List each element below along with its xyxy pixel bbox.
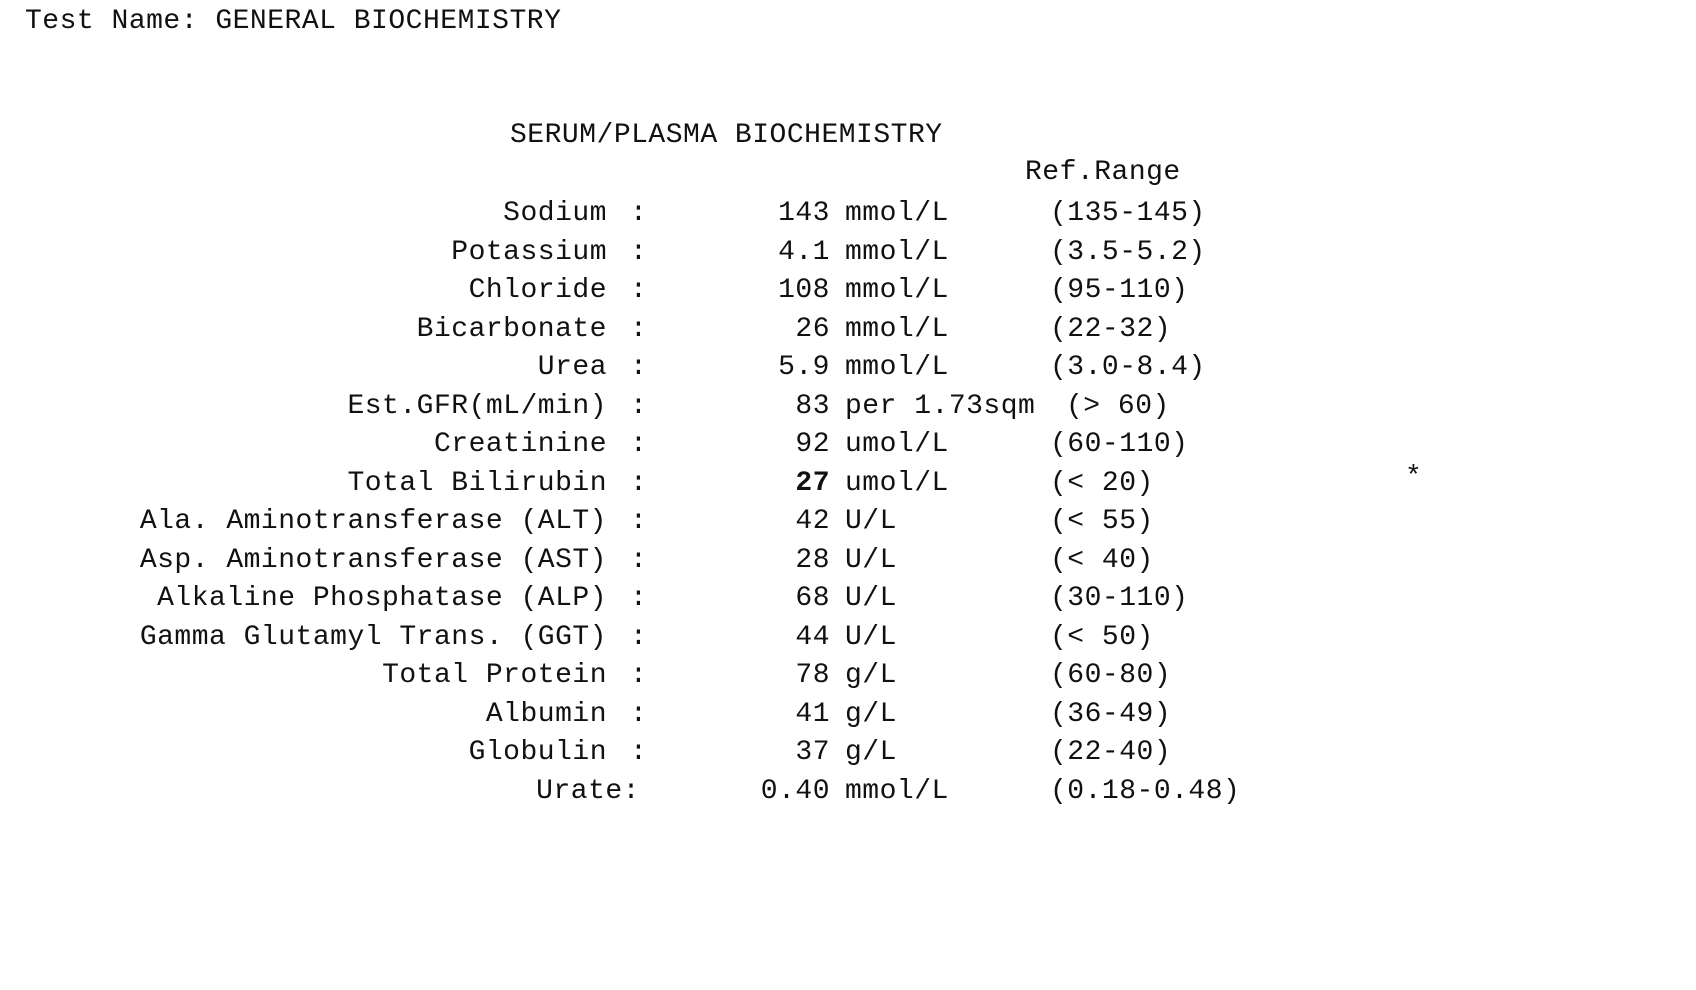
abnormal-flag: * — [1405, 461, 1423, 493]
result-row-alp — [0, 580, 1696, 619]
result-unit: mmol/L — [845, 236, 949, 268]
result-ref-range: (22-40) — [1050, 737, 1172, 768]
result-name: Chloride — [468, 275, 607, 306]
result-ref-range: (> 60) — [1066, 390, 1170, 422]
result-row-urea — [0, 349, 1696, 388]
result-colon: : — [630, 621, 648, 653]
result-ref-range: (3.5-5.2) — [1050, 236, 1206, 268]
result-name: Asp. Aminotransferase (AST) — [139, 544, 607, 576]
result-row-urate — [0, 773, 1696, 812]
result-colon: : — [630, 583, 648, 614]
result-ref-range: (135-145) — [1050, 198, 1206, 229]
result-value: 78 — [795, 660, 830, 691]
result-value: 28 — [795, 544, 830, 576]
result-ref-range: (< 20) — [1050, 467, 1154, 499]
result-name: Globulin — [468, 737, 607, 768]
result-colon: : — [630, 737, 648, 768]
result-name: Gamma Glutamyl Trans. (GGT) — [139, 621, 607, 653]
result-row-creatinine — [0, 426, 1696, 465]
result-name: Urea — [537, 352, 607, 383]
result-unit: U/L — [845, 583, 897, 614]
result-ref-range: (0.18-0.48) — [1050, 775, 1241, 807]
result-unit: U/L — [845, 621, 897, 653]
result-unit: U/L — [845, 506, 897, 537]
result-name: Sodium — [503, 198, 607, 229]
section-title: SERUM/PLASMA BIOCHEMISTRY — [510, 120, 943, 151]
result-value: 42 — [795, 506, 830, 537]
result-value: 41 — [795, 698, 830, 730]
result-unit: mmol/L — [845, 198, 949, 229]
result-name: Total Bilirubin — [347, 467, 607, 499]
result-row-total-bilirubin — [0, 461, 1696, 504]
result-colon: : — [630, 236, 648, 268]
result-value: 0.40 — [760, 775, 830, 807]
result-name: Est.GFR(mL/min) — [347, 390, 607, 422]
result-colon: : — [630, 660, 648, 691]
results-table — [0, 195, 1696, 811]
result-unit: mmol/L — [845, 275, 949, 306]
result-colon: : — [630, 429, 648, 460]
result-colon: : — [630, 506, 648, 537]
result-colon: : — [630, 313, 648, 345]
result-unit: mmol/L — [845, 775, 949, 807]
result-name: Albumin — [485, 698, 607, 730]
result-row-globulin — [0, 734, 1696, 773]
result-unit: per 1.73sqm — [845, 390, 1036, 422]
result-value: 5.9 — [778, 352, 830, 383]
result-unit: umol/L — [845, 429, 949, 460]
result-unit: mmol/L — [845, 352, 949, 383]
result-name: Urate: — [536, 775, 640, 807]
result-row-ggt — [0, 619, 1696, 658]
result-colon: : — [630, 390, 648, 422]
result-name: Bicarbonate — [416, 313, 607, 345]
result-ref-range: (36-49) — [1050, 698, 1172, 730]
result-colon: : — [630, 198, 648, 229]
result-name: Ala. Aminotransferase (ALT) — [139, 506, 607, 537]
result-row-egfr — [0, 388, 1696, 427]
result-value: 4.1 — [778, 236, 830, 268]
result-unit: g/L — [845, 737, 897, 768]
result-colon: : — [630, 467, 648, 499]
result-value: 92 — [795, 429, 830, 460]
result-row-alt — [0, 503, 1696, 542]
result-colon: : — [630, 275, 648, 306]
result-row-ast — [0, 542, 1696, 581]
result-unit: U/L — [845, 544, 897, 576]
result-value: 68 — [795, 583, 830, 614]
result-value: 26 — [795, 313, 830, 345]
result-colon: : — [630, 352, 648, 383]
result-row-chloride — [0, 272, 1696, 311]
result-value: 37 — [795, 737, 830, 768]
result-unit: g/L — [845, 698, 897, 730]
result-ref-range: (3.0-8.4) — [1050, 352, 1206, 383]
result-ref-range: (60-80) — [1050, 660, 1172, 691]
result-row-sodium — [0, 195, 1696, 234]
result-name: Total Protein — [382, 660, 607, 691]
result-ref-range: (30-110) — [1050, 583, 1189, 614]
result-value-abnormal: 27 — [795, 467, 830, 499]
result-name: Potassium — [451, 236, 607, 268]
result-ref-range: (60-110) — [1050, 429, 1189, 460]
result-row-albumin — [0, 696, 1696, 735]
result-ref-range: (< 50) — [1050, 621, 1154, 653]
result-value: 83 — [795, 390, 830, 422]
result-name: Creatinine — [433, 429, 607, 460]
result-row-total-protein — [0, 657, 1696, 696]
result-row-bicarbonate — [0, 311, 1696, 350]
result-unit: g/L — [845, 660, 897, 691]
test-name-line: Test Name: GENERAL BIOCHEMISTRY — [25, 6, 562, 37]
result-ref-range: (95-110) — [1050, 275, 1189, 306]
result-value: 44 — [795, 621, 830, 653]
result-colon: : — [630, 698, 648, 730]
result-value: 143 — [778, 198, 830, 229]
result-unit: mmol/L — [845, 313, 949, 345]
result-ref-range: (< 40) — [1050, 544, 1154, 576]
result-name: Alkaline Phosphatase (ALP) — [157, 583, 607, 614]
ref-range-header: Ref.Range — [1025, 157, 1181, 188]
result-value: 108 — [778, 275, 830, 306]
result-colon: : — [630, 544, 648, 576]
result-ref-range: (22-32) — [1050, 313, 1172, 345]
result-ref-range: (< 55) — [1050, 506, 1154, 537]
result-row-potassium — [0, 234, 1696, 273]
result-unit: umol/L — [845, 467, 949, 499]
